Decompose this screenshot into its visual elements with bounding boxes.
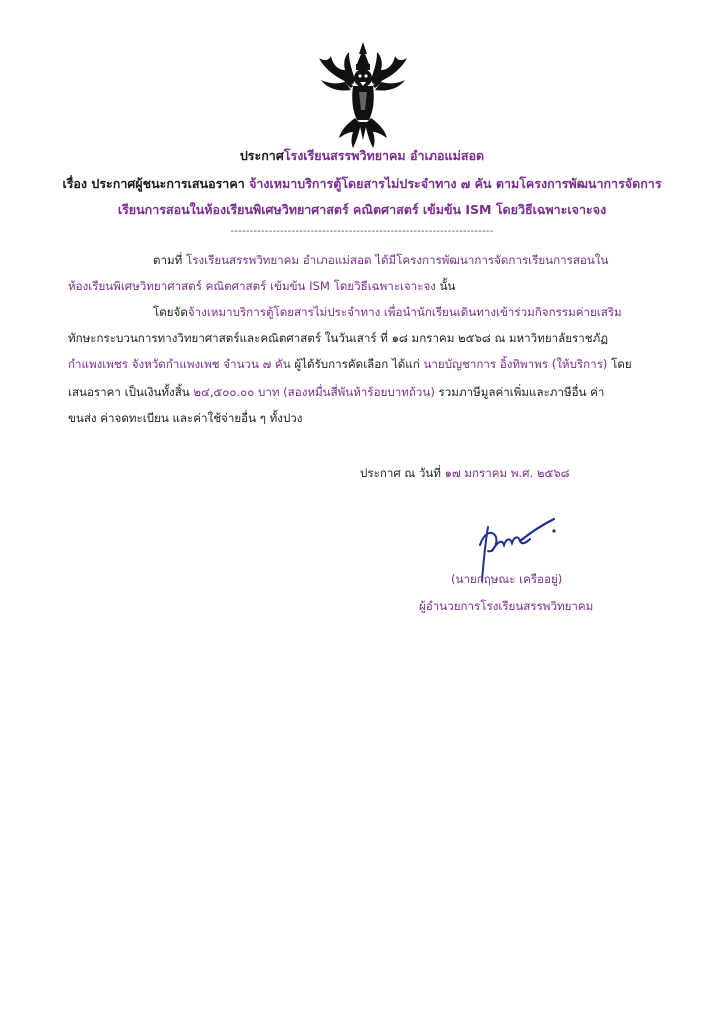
body-text: รวมภาษีมูลค่าเพิ่มและภาษีอื่น ค่า (434, 385, 605, 399)
body-line-3 (153, 304, 622, 322)
separator-line: --------------------------------------------------------------------- (230, 226, 494, 237)
body-text: ผู้ได้รับการคัดเลือก ได้แก่ (294, 357, 424, 371)
body-text: นั้น (435, 279, 456, 293)
body-text: โดยจัด (153, 305, 188, 319)
announcement-date-line (360, 465, 570, 483)
signer-name: (นายกฤษณะ เครืออยู่) (451, 572, 563, 586)
body-highlight: กำแพงเพชร จังหวัดกำแพงเพช จำนวน ๗ คัน (68, 357, 295, 371)
date-prefix: ประกาศ ณ วันที่ (360, 466, 445, 480)
body-line-6 (68, 384, 604, 402)
body-text: โดย (607, 357, 632, 371)
subject-text: จ้างเหมาบริการตู้โดยสารไม่ประจำทาง ๗ คัน ตามโครงการพัฒนาการจัดการ (249, 176, 662, 191)
subject-line (0, 174, 724, 194)
body-line-2 (68, 278, 455, 296)
price-amount: ๒๔,๕๐๐.๐๐ บาท (สองหมื่นสี่พันห้าร้อยบาทถ้วน) (193, 385, 435, 399)
body-highlight: จ้างเหมาบริการตู้โดยสารไม่ประจำทาง เพื่อนำนักเรียนเดินทางเข้าร่วมกิจกรรมค่ายเสริม (187, 305, 622, 319)
school-name: โรงเรียนสรรพวิทยาคม อำเภอแม่สอด (283, 148, 485, 163)
body-line-7: ขนส่ง ค่าจดทะเบียน และค่าใช้จ่ายอื่น ๆ ทั้งปวง (68, 411, 303, 425)
contractor-name: นายบัญชาการ อิ้งทิพาพร (ให้บริการ) (423, 357, 608, 371)
body-text: เสนอราคา เป็นเงินทั้งสิ้น (68, 385, 194, 399)
announcement-date: ๑๗ มกราคม พ.ศ. ๒๕๖๘ (444, 466, 570, 480)
body-highlight: ห้องเรียนพิเศษวิทยาศาสตร์ คณิตศาสตร์ เข้มข้น ISM โดยวิธีเฉพาะเจาะจง (68, 279, 436, 293)
signer-title: ผู้อำนวยการโรงเรียนสรรพวิทยาคม (419, 599, 594, 613)
body-line-4: ทักษะกระบวนการทางวิทยาศาสตร์และคณิตศาสตร์ ในวันเสาร์ ที่ ๑๘ มกราคม ๒๕๖๘ ณ มหาวิทยาลัยราชภัฏ (68, 331, 609, 345)
title-prefix: ประกาศ (239, 148, 284, 163)
body-text: ตามที่ (153, 253, 187, 267)
subject-prefix: เรื่อง ประกาศผู้ชนะการเสนอราคา (62, 176, 250, 191)
subject-line-continued: เรียนการสอนในห้องเรียนพิเศษวิทยาศาสตร์ คณิตศาสตร์ เข้มข้น ISM โดยวิธีเฉพาะเจาะจง (117, 202, 607, 217)
garuda-emblem-icon (315, 40, 411, 152)
body-line-1 (153, 252, 608, 270)
announcement-title (0, 146, 724, 166)
body-highlight: โรงเรียนสรรพวิทยาคม อำเภอแม่สอด ได้มีโครงการพัฒนาการจัดการเรียนการสอนใน (186, 253, 609, 267)
body-line-5 (68, 356, 632, 374)
